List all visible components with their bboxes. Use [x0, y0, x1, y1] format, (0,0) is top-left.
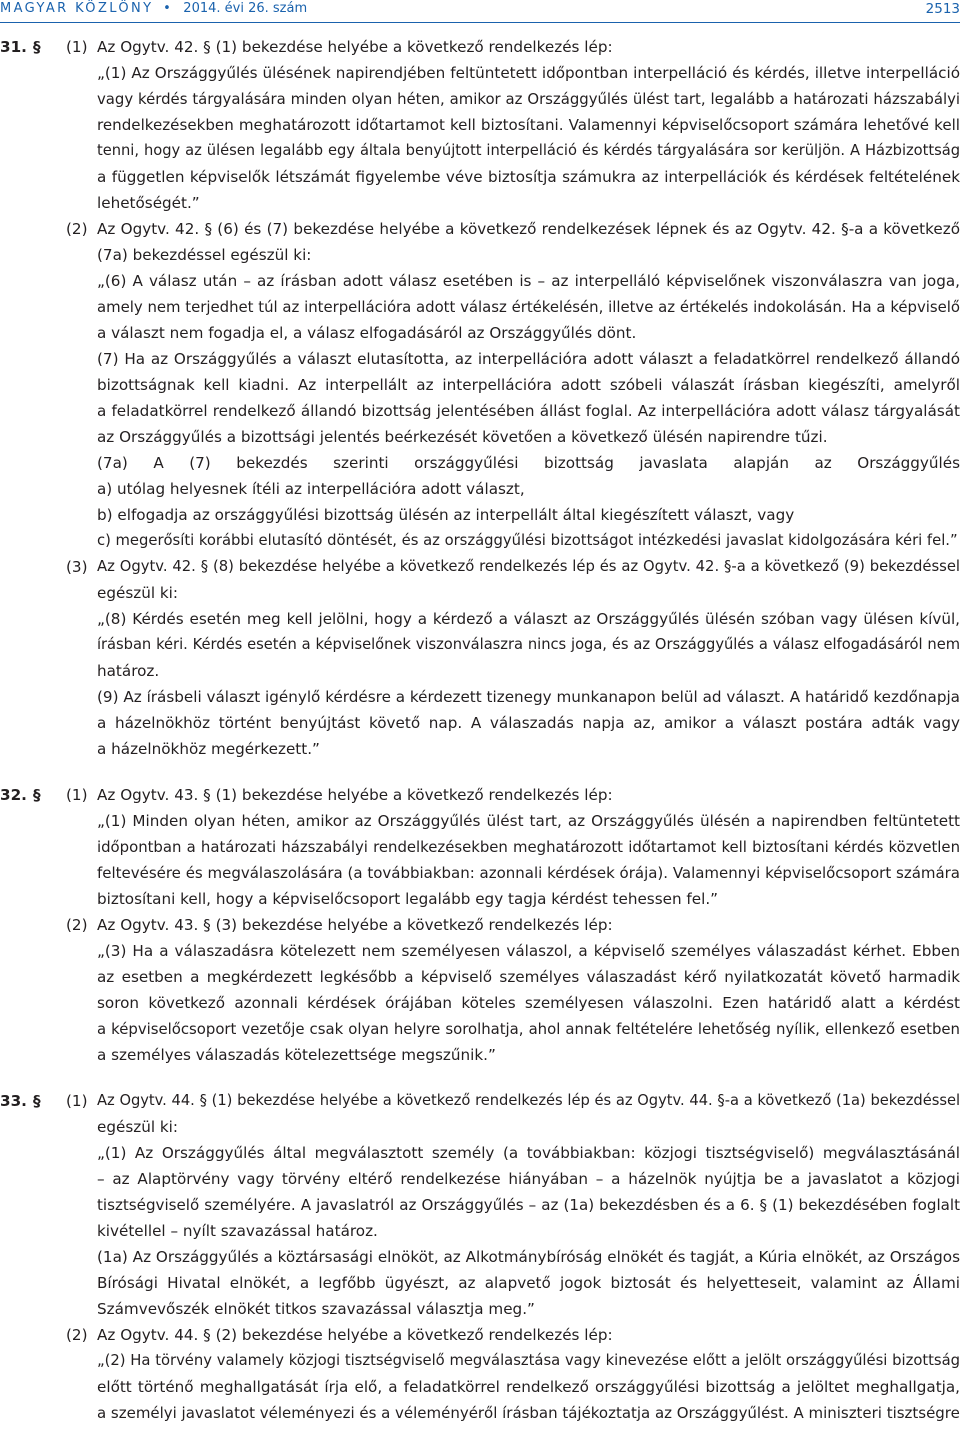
text-line: „(8) Kérdés esetén meg kell jelölni, hogy a kérdező a választ az Országgyűlés ülésén szóban vagy ülésen kívül, [97, 610, 960, 628]
text-line: a választ nem fogadja el, a válasz elfogadásáról az Országgyűlés dönt. [97, 324, 637, 342]
text-line: tenni, hogy az ülésen legalább egy általa benyújtott interpelláció és kérdés tárgyalására sor kerüljön. A Házbizottság [97, 142, 960, 159]
text-line: (7a) A (7) bekezdés szerinti országgyűlési bizottság javaslata alapján az Országgyűlés [97, 454, 960, 472]
paragraph-number: (1) [66, 1092, 88, 1110]
text-line: – az Alaptörvény vagy törvény eltérő rendelkezése hiányában – a házelnök nyújtja be a javaslatot a közjogi [97, 1170, 960, 1188]
paragraph-number: (3) [66, 558, 88, 576]
paragraph-text [97, 1322, 960, 1426]
text-line: „(2) Ha törvény valamely közjogi tisztségviselő megválasztása vagy kinevezése előtt a jelölt országgyűlési bizottság [97, 1352, 960, 1369]
text-line: vagy kérdés tárgyalására minden olyan héten, amikor az Országgyűlés ülést tart, legalább a határozati házszabályi [97, 90, 960, 108]
text-line: (1a) Az Országgyűlés a köztársasági elnököt, az Alkotmánybíróság elnökét és tagját, a Kúria elnökét, az Országos [97, 1248, 960, 1266]
paragraph [0, 554, 960, 762]
paragraph-text [97, 554, 960, 762]
text-line: írásban kéri. Kérdés esetén a képviselőnek viszonválaszra nincs joga, és az Országgyűlés a válasz elfogadásáról nem [97, 636, 960, 653]
section-symbol: § [33, 1092, 41, 1110]
text-line: bizottságnak kell kiadni. Az interpellált az interpellációra adott szóbeli válaszát írásban kiegészíti, amelyről [97, 376, 960, 394]
text-line: előtt történő meghallgatását írja elő, a feladatkörrel rendelkező országgyűlési bizottság a jelöltet meghallgatja, [97, 1378, 960, 1396]
text-line: a) utólag helyesnek ítéli az interpellációra adott választ, [97, 480, 525, 498]
text-line: időpontban a határozati házszabályi rendelkezésekben meghatározott időtartamot kell biztosítani kérdés közvetlen [97, 838, 960, 856]
text-line: „(3) Ha a válaszadásra kötelezett nem személyesen válaszol, a képviselő személyes válaszadást kérhet. Ebben [97, 942, 960, 960]
text-line: Az Ogytv. 44. § (1) bekezdése helyébe a következő rendelkezés lép és az Ogytv. 44. §-a a következő (1a) bekezdéssel [97, 1092, 960, 1109]
paragraph-number: (2) [66, 1326, 88, 1344]
text-line: Az Ogytv. 42. § (1) bekezdése helyébe a következő rendelkezés lép: [97, 38, 613, 56]
text-line: határoz. [97, 662, 160, 680]
section-gap [0, 762, 960, 782]
section-gap [0, 1068, 960, 1088]
paragraph-number: (2) [66, 220, 88, 238]
section-32 [0, 782, 960, 1068]
paragraph [0, 216, 960, 554]
paragraph [0, 912, 960, 1068]
text-line: „(1) Az Országgyűlés ülésének napirendjében feltüntetett időpontban interpelláció és kérdés, illetve interpelláció [97, 64, 960, 82]
paragraph [0, 34, 960, 216]
text-line: a képviselőcsoport vezetője csak olyan helyre sorolhatja, ahol annak feltételére lehetőség nyílik, ellenkező esetben [97, 1020, 960, 1038]
section-number: 33. [0, 1092, 27, 1110]
text-line: „(1) Minden olyan héten, amikor az Országgyűlés ülést tart, az Országgyűlés ülésén a napirendben feltüntetett [97, 812, 960, 830]
section-33 [0, 1088, 960, 1426]
issue-label: 2014. évi 26. szám [183, 1, 308, 16]
page-number: 2513 [925, 1, 960, 17]
paragraph-number: (1) [66, 38, 88, 56]
text-line: (7) Ha az Országgyűlés a választ elutasította, az interpellációra adott választ a feladatkörrel rendelkező állandó [97, 350, 960, 368]
text-line: a személyes válaszadás kötelezettsége megszűnik.” [97, 1046, 496, 1064]
paragraph [0, 782, 960, 912]
text-line: kivétellel – nyílt szavazással határoz. [97, 1222, 378, 1240]
document-body [0, 34, 960, 1426]
section-symbol: § [33, 38, 41, 56]
text-line: Az Ogytv. 44. § (2) bekezdése helyébe a következő rendelkezés lép: [97, 1326, 613, 1344]
header-journal-info [0, 1, 307, 16]
text-line: b) elfogadja az országgyűlési bizottság ülésén az interpellált által kiegészített választ, vagy [97, 506, 795, 524]
paragraph-text [97, 1088, 960, 1322]
header-bullet: • [163, 1, 171, 16]
paragraph-number: (1) [66, 786, 88, 804]
text-line: egészül ki: [97, 584, 179, 602]
section-number: 31. [0, 38, 27, 56]
text-line: Számvevőszék elnökét titkos szavazással választja meg.” [97, 1300, 535, 1318]
text-line: tisztségviselő személyére. A javaslatról az Országgyűlés – az (1a) bekezdésben és a 6. § (1) bekezdésében foglalt [97, 1196, 960, 1214]
text-line: Az Ogytv. 42. § (8) bekezdése helyébe a következő rendelkezés lép és az Ogytv. 42. §-a a következő (9) bekezdéssel [97, 558, 960, 575]
text-line: az esetben a megkérdezett legkésőbb a képviselő személyes válaszadást kérő nyilatkozatát követő harmadik [97, 968, 960, 986]
text-line: amely nem terjedhet túl az interpellációra adott válasz értékelésén, illetve az értékelés indokolásán. Ha a képviselő [97, 298, 960, 316]
text-line: rendelkezésekben meghatározott időtartamot kell biztosítani. Valamennyi képviselőcsoport számára lehetővé kell [97, 116, 960, 134]
text-line: a személyi javaslatot véleményezi és a véleményéről írásban tájékoztatja az Országgyűlést. A miniszteri tisztségre [97, 1404, 960, 1422]
text-line: c) megerősíti korábbi elutasító döntését, és az országgyűlési bizottságot intézkedési javaslat kidolgozására kéri fel.” [97, 532, 958, 549]
text-line: biztosítani kell, hogy a képviselőcsoport legalább egy tagja kérdést tehessen fel.” [97, 890, 719, 908]
section-31 [0, 34, 960, 762]
text-line: soron következő azonnali kérdések órájában köteles személyesen válaszolni. Ezen határidő alatt a kérdést [97, 994, 960, 1012]
paragraph [0, 1088, 960, 1322]
text-line: egészül ki: [97, 1118, 179, 1136]
paragraph-number: (2) [66, 916, 88, 934]
paragraph-text [97, 782, 960, 912]
text-line: az Országgyűlés a bizottsági jelentés beérkezését követően a következő ülésén napirendre tűzi. [97, 428, 828, 446]
text-line: a feladatkörrel rendelkező állandó bizottság jelentésében állást foglal. Az interpellációra adott válasz tárgyalását [97, 402, 960, 420]
text-line: Az Ogytv. 43. § (1) bekezdése helyébe a következő rendelkezés lép: [97, 786, 613, 804]
text-line: a házelnökhöz megérkezett.” [97, 740, 320, 758]
text-line: a független képviselők létszámát figyelembe véve biztosítja számukra az interpellációk és kérdések feltételének [97, 168, 960, 186]
paragraph-text [97, 34, 960, 216]
paragraph-text [97, 912, 960, 1068]
text-line: „(1) Az Országgyűlés által megválasztott személy (a továbbiakban: közjogi tisztségviselő) megválasztásánál [97, 1144, 960, 1162]
text-line: Az Ogytv. 42. § (6) és (7) bekezdése helyébe a következő rendelkezések lépnek és az Ogytv. 42. §-a a következő [97, 220, 960, 238]
text-line: feltevésére és megválaszolására (a továbbiakban: azonnali kérdések órája). Valamennyi képviselőcsoport számára [97, 864, 960, 882]
text-line: Az Ogytv. 43. § (3) bekezdése helyébe a következő rendelkezés lép: [97, 916, 613, 934]
text-line: „(6) A válasz után – az írásban adott válasz esetében is – az interpelláló képviselőnek viszonválaszra van joga, [97, 272, 960, 290]
text-line: a házelnökhöz történt benyújtást követő nap. A válaszadás napja az, amikor a választ postára adták vagy [97, 714, 960, 732]
text-line: lehetőségét.” [97, 194, 200, 212]
journal-title: MAGYAR KÖZLÖNY [0, 1, 154, 16]
paragraph-text [97, 216, 960, 554]
section-number: 32. [0, 786, 27, 804]
text-line: (9) Az írásbeli választ igénylő kérdésre a kérdezett tizenegy munkanapon belül ad választ. A határidő kezdőnapja [97, 688, 960, 706]
text-line: (7a) bekezdéssel egészül ki: [97, 246, 312, 264]
text-line: Bírósági Hivatal elnökét, a legfőbb ügyészt, az alapvető jogok biztosát és helyetteseit, valamint az Állami [97, 1274, 960, 1292]
section-symbol: § [33, 786, 41, 804]
page-header [0, 0, 960, 23]
paragraph [0, 1322, 960, 1426]
